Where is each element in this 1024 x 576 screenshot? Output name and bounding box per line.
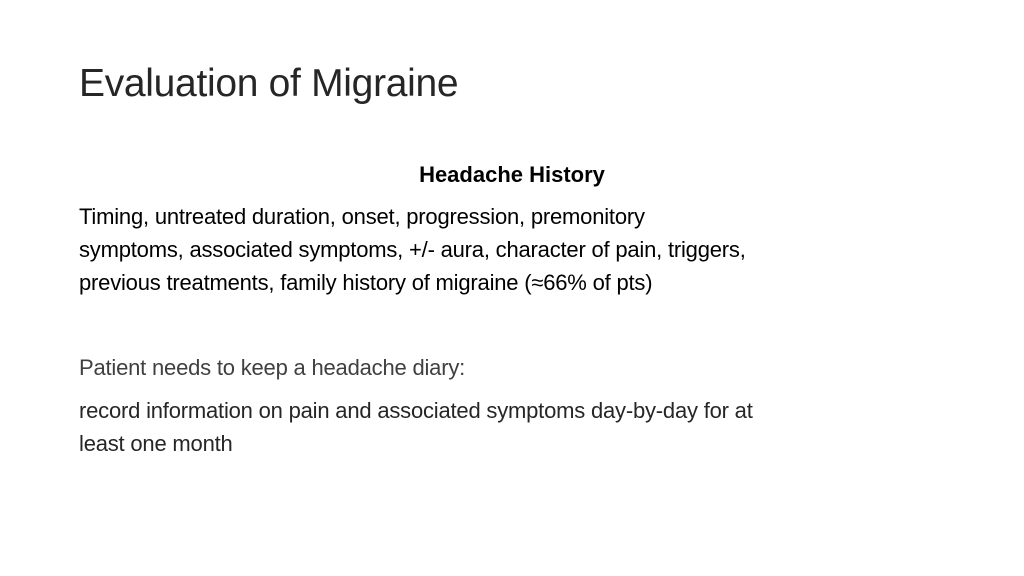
diary-text [79,394,959,460]
diary-heading: Patient needs to keep a headache diary: [79,355,466,380]
slide-title: Evaluation of Migraine [79,62,459,105]
diary-line: record information on pain and associated symptoms day-by-day for at [79,398,753,423]
headache-history-line: symptoms, associated symptoms, +/- aura, character of pain, triggers, [79,237,746,262]
headache-history-line: Timing, untreated duration, onset, progression, premonitory [79,204,645,229]
headache-history-heading: Headache History [419,162,605,187]
headache-history-text [79,200,959,299]
headache-history-line: previous treatments, family history of migraine (≈66% of pts) [79,270,653,295]
diary-line: least one month [79,431,233,456]
